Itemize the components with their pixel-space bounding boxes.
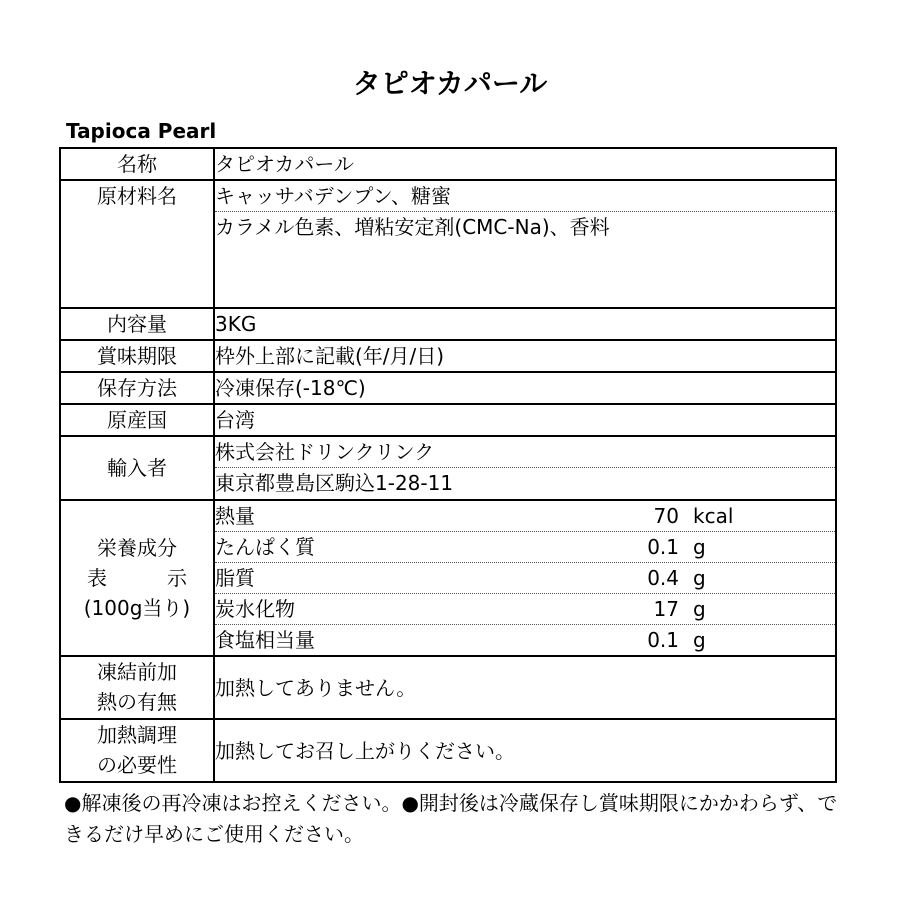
- label-nutrition-line2a: 表: [87, 566, 107, 590]
- row-importer: [60, 436, 836, 500]
- english-name: Tapioca Pearl: [66, 119, 217, 143]
- nutrition-item: [215, 563, 835, 594]
- value-cooking: 加熱してお召し上がりください。: [215, 738, 515, 763]
- label-cooking: [61, 720, 213, 780]
- page-title: タピオカパール: [352, 67, 548, 100]
- label-preheat-line2: 熱の有無: [97, 690, 177, 714]
- nutrition-item-name: たんぱく質: [215, 535, 315, 559]
- label-nutrition-line1: 栄養成分: [97, 536, 177, 560]
- label-preheat: [61, 657, 213, 717]
- nutrition-item-value: 0.1: [647, 535, 679, 559]
- label-cooking-line1: 加熱調理: [97, 723, 177, 747]
- nutrition-item-name: 炭水化物: [215, 597, 295, 621]
- row-storage: [60, 372, 836, 404]
- nutrition-item: [215, 625, 835, 655]
- nutrition-item-unit: kcal: [693, 504, 734, 528]
- value-ingredients-line2: カラメル色素、増粘安定剤(CMC-Na)、香料: [215, 215, 610, 239]
- row-content: [60, 308, 836, 340]
- nutrition-item-unit: g: [693, 566, 706, 590]
- nutrition-item: [215, 501, 835, 532]
- nutrition-item-unit: g: [693, 597, 706, 621]
- nutrition-item-unit: g: [693, 628, 706, 652]
- nutrition-item-name: 食塩相当量: [215, 628, 315, 652]
- row-expiry: [60, 340, 836, 372]
- row-cooking: [60, 719, 836, 782]
- handling-note: ●解凍後の再冷凍はお控えください。●開封後は冷蔵保存し賞味期限にかかわらず、できるだけ早めにご使用ください。: [64, 791, 838, 846]
- nutrition-item-unit: g: [693, 535, 706, 559]
- value-importer-company: 株式会社ドリンクリンク: [215, 437, 835, 468]
- row-nutrition: [60, 500, 836, 656]
- value-name: タピオカパール: [215, 152, 354, 176]
- nutrition-item-value: 0.4: [647, 566, 679, 590]
- label-preheat-line1: 凍結前加: [97, 660, 177, 684]
- label-nutrition-line3: (100g当り): [83, 596, 191, 620]
- value-preheat: 加熱してありません。: [215, 675, 417, 700]
- label-content: 内容量: [107, 312, 167, 336]
- label-origin: 原産国: [107, 408, 167, 432]
- value-expiry: 枠外上部に記載(年/月/日): [215, 344, 445, 368]
- label-name: 名称: [117, 152, 157, 176]
- value-ingredients-line1: キャッサバデンプン、糖蜜: [215, 181, 835, 212]
- nutrition-item-value: 70: [653, 504, 679, 528]
- label-nutrition: [61, 533, 213, 623]
- row-origin: [60, 404, 836, 436]
- value-content: 3KG: [215, 312, 257, 336]
- nutrition-item-name: 熱量: [215, 504, 255, 528]
- value-storage: 冷凍保存(-18℃): [215, 376, 366, 400]
- label-ingredients: 原材料名: [97, 184, 177, 208]
- row-preheat: [60, 656, 836, 719]
- label-nutrition-line2: [61, 563, 213, 593]
- product-label-table: [59, 147, 837, 783]
- nutrition-item-value: 17: [653, 597, 679, 621]
- label-importer: 輸入者: [107, 456, 167, 480]
- row-name: [60, 148, 836, 180]
- value-origin: 台湾: [215, 408, 255, 432]
- nutrition-item-value: 0.1: [647, 628, 679, 652]
- row-ingredients: [60, 180, 836, 308]
- label-nutrition-line2b: 示: [167, 566, 187, 590]
- nutrition-item: [215, 594, 835, 625]
- label-expiry: 賞味期限: [97, 344, 177, 368]
- nutrition-item: [215, 532, 835, 563]
- value-importer-address: 東京都豊島区駒込1-28-11: [215, 471, 454, 495]
- label-storage: 保存方法: [97, 376, 177, 400]
- nutrition-item-name: 脂質: [215, 566, 255, 590]
- label-cooking-line2: の必要性: [97, 753, 177, 777]
